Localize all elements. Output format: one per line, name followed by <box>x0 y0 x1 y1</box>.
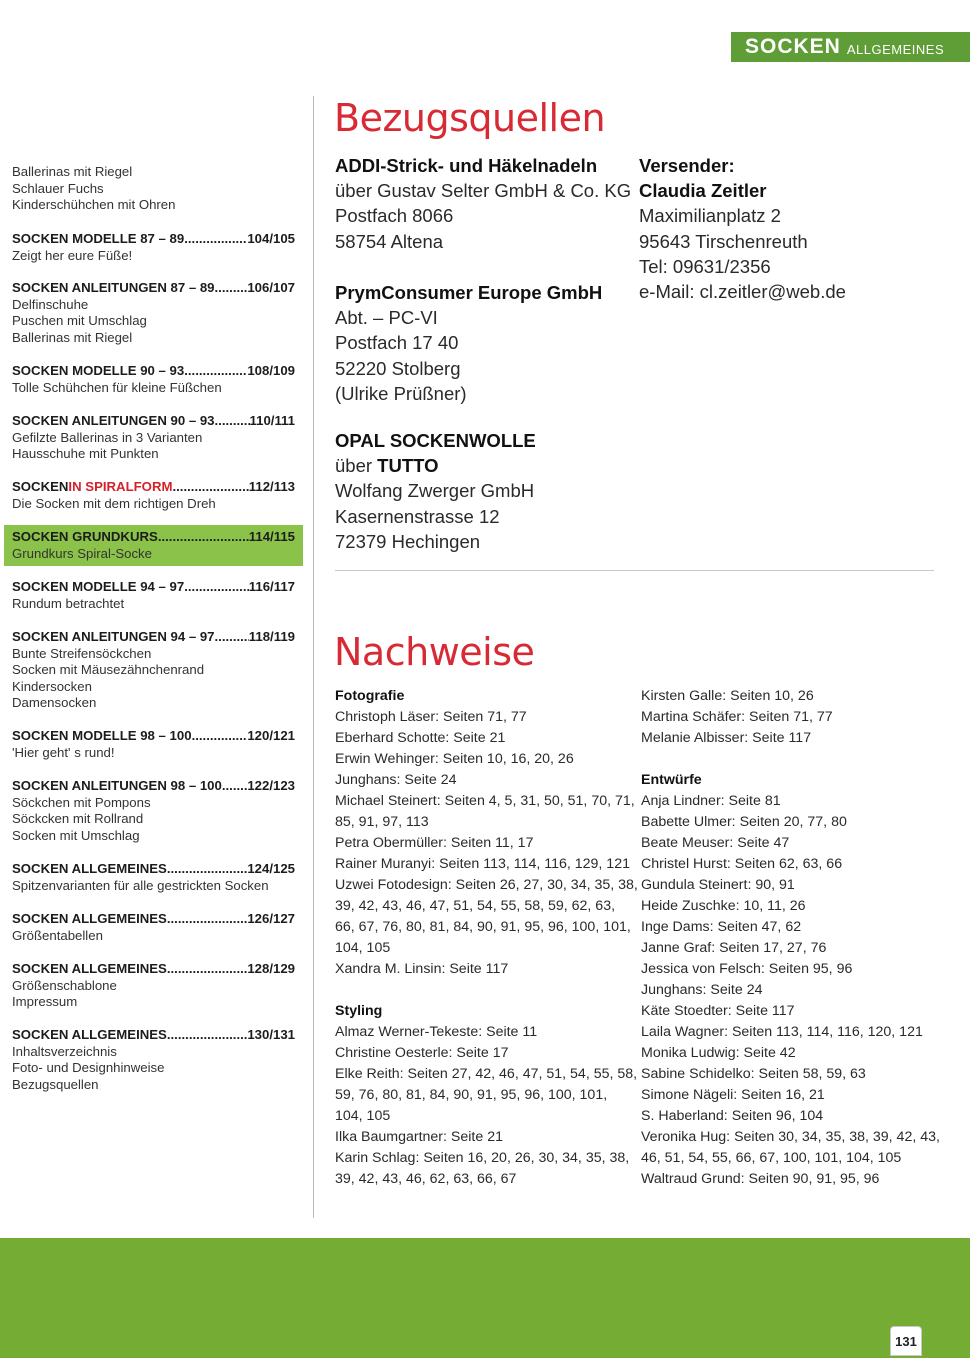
credit-line: 104, 105 <box>335 940 391 956</box>
entwuerfe-heading: Entwürfe <box>641 772 702 788</box>
toc-page: 116/117 <box>248 579 295 594</box>
toc-entry[interactable] <box>12 961 295 1011</box>
toc-entry[interactable] <box>12 778 295 844</box>
prym-line: 52220 Stolberg <box>335 357 461 379</box>
toc-dots <box>167 861 247 878</box>
toc-sub: Damensocken <box>12 695 97 711</box>
fotografie-heading: Fotografie <box>335 688 405 704</box>
credit-line: Junghans: Seite 24 <box>641 982 763 998</box>
toc-page: 112/113 <box>248 479 295 494</box>
column-divider <box>313 96 314 1218</box>
toc-entry[interactable] <box>12 413 295 463</box>
section-badge-main: SOCKEN <box>745 35 841 58</box>
toc-entry[interactable] <box>12 231 295 264</box>
toc-title: SOCKEN ANLEITUNGEN 87 – 89 <box>12 280 215 295</box>
toc-dots <box>215 280 248 297</box>
toc-entry[interactable] <box>12 861 295 894</box>
toc-sub: Grundkurs Spiral-Socke <box>12 545 152 561</box>
credit-line: Petra Obermüller: Seiten 11, 17 <box>335 835 534 851</box>
credit-line: Erwin Wehinger: Seiten 10, 16, 20, 26 <box>335 751 574 767</box>
toc-sub: Kindersocken <box>12 678 92 694</box>
credit-line: Inge Dams: Seiten 47, 62 <box>641 919 802 935</box>
toc-title: SOCKEN MODELLE 98 – 100 <box>12 728 192 743</box>
toc-page: 104/105 <box>247 231 295 246</box>
toc-title-red: IN SPIRALFORM <box>68 479 173 494</box>
opal-via: über <box>335 455 378 477</box>
toc-sub: Söckcken mit Rollrand <box>12 811 144 827</box>
toc-sub: Delfinschuhe <box>12 296 89 312</box>
addi-line: über Gustav Selter GmbH & Co. KG <box>335 180 632 202</box>
toc-entry[interactable] <box>12 479 295 512</box>
addi-address <box>335 153 631 254</box>
credit-line: Martina Schäfer: Seiten 71, 77 <box>641 709 833 725</box>
toc-entry[interactable] <box>12 911 295 944</box>
credit-line: Eberhard Schotte: Seite 21 <box>335 730 506 746</box>
credit-line: Christoph Läser: Seiten 71, 77 <box>335 709 527 725</box>
opal-line: Wolfang Zwerger GmbH <box>335 480 535 502</box>
toc-title: SOCKEN GRUNDKURS <box>12 529 158 544</box>
toc-sub: Hausschuhe mit Punkten <box>12 446 159 462</box>
toc-sub: Zeigt her eure Füße! <box>12 247 133 263</box>
toc-page: 106/107 <box>247 280 295 295</box>
credit-line: Laila Wagner: Seiten 113, 114, 116, 120, 121 <box>641 1024 923 1040</box>
toc-sub: Rundum betrachtet <box>12 595 125 611</box>
credit-line: Janne Graf: Seiten 17, 27, 76 <box>641 940 827 956</box>
toc-dots <box>167 961 247 978</box>
toc-entry[interactable] <box>12 728 295 761</box>
section-badge <box>731 32 970 62</box>
toc-sub: Inhaltsverzeichnis <box>12 1043 117 1059</box>
toc-title: SOCKEN ALLGEMEINES <box>12 961 167 976</box>
credit-line: Elke Reith: Seiten 27, 42, 46, 47, 51, 54, 55, 58, <box>335 1066 638 1082</box>
toc-dots <box>222 778 247 795</box>
credit-line: Christine Oesterle: Seite 17 <box>335 1045 509 1061</box>
toc-sub: Puschen mit Umschlag <box>12 313 147 329</box>
opal-line: 72379 Hechingen <box>335 530 481 552</box>
credit-line: 104, 105 <box>335 1108 391 1124</box>
section-divider <box>335 570 934 571</box>
versender-address <box>639 153 846 304</box>
credit-line: Anja Lindner: Seite 81 <box>641 793 781 809</box>
toc-sub: Foto- und Designhinweise <box>12 1060 165 1076</box>
toc-title: SOCKEN ALLGEMEINES <box>12 861 167 876</box>
toc-page: 110/111 <box>249 413 295 428</box>
toc-sub: Größenschablone <box>12 977 117 993</box>
credit-line: Käte Stoedter: Seite 117 <box>641 1003 795 1019</box>
toc-title: SOCKEN MODELLE 87 – 89 <box>12 231 185 246</box>
prym-address <box>335 280 602 406</box>
prym-line: (Ulrike Prüßner) <box>335 382 467 404</box>
toc-sub: Kinderschühchen mit Ohren <box>12 197 176 213</box>
credit-line: Monika Ludwig: Seite 42 <box>641 1045 796 1061</box>
toc-dots <box>172 479 248 496</box>
credit-line: 66, 67, 76, 80, 81, 84, 90, 91, 95, 96, 100, 101, <box>335 919 631 935</box>
prym-line: Abt. – PC-VI <box>335 307 438 329</box>
toc-dots <box>215 629 249 646</box>
styling-heading: Styling <box>335 1003 383 1019</box>
versender-line: Maximilianplatz 2 <box>639 205 781 227</box>
toc-sub: Bezugsquellen <box>12 1076 99 1092</box>
toc-sub: Spitzenvarianten für alle gestrickten Socken <box>12 877 269 893</box>
versender-label: Versender: <box>639 155 735 176</box>
bezugsquellen-title: Bezugsquellen <box>334 96 606 140</box>
versender-line: 95643 Tirschenreuth <box>639 230 808 252</box>
prym-line: Postfach 17 40 <box>335 332 459 354</box>
opal-address <box>335 428 536 554</box>
opal-via-bold: TUTTO <box>377 455 439 477</box>
page-number: 131 <box>890 1326 922 1356</box>
toc-dots <box>184 231 247 248</box>
toc-sub: Größentabellen <box>12 927 103 943</box>
credit-line: Kirsten Galle: Seiten 10, 26 <box>641 688 814 704</box>
toc-sub: Impressum <box>12 994 78 1010</box>
credit-line: Waltraud Grund: Seiten 90, 91, 95, 96 <box>641 1171 880 1187</box>
credit-line: Xandra M. Linsin: Seite 117 <box>335 961 509 977</box>
credit-line: 59, 76, 80, 81, 84, 90, 91, 95, 96, 100, 101, <box>335 1087 608 1103</box>
footer-band <box>0 1238 970 1358</box>
toc-title-black: SOCKEN <box>12 479 69 494</box>
toc-dots <box>184 363 247 380</box>
toc-title: SOCKEN ANLEITUNGEN 90 – 93 <box>12 413 215 428</box>
section-badge-sub: ALLGEMEINES <box>846 41 945 57</box>
toc-sub: Ballerinas mit Riegel <box>12 329 133 345</box>
credit-line: Heide Zuschke: 10, 11, 26 <box>641 898 806 914</box>
credit-line: Beate Meuser: Seite 47 <box>641 835 790 851</box>
toc-entry[interactable] <box>12 363 295 396</box>
toc-entry-current[interactable] <box>4 525 303 566</box>
credit-line: Christel Hurst: Seiten 62, 63, 66 <box>641 856 843 872</box>
toc-entry[interactable] <box>12 1027 295 1093</box>
credit-line: Almaz Werner-Tekeste: Seite 11 <box>335 1024 538 1040</box>
credit-line: Rainer Muranyi: Seiten 113, 114, 116, 129, 121 <box>335 856 630 872</box>
toc-sub: Schlauer Fuchs <box>12 180 104 196</box>
toc-page: 120/121 <box>247 728 295 743</box>
versender-name: Claudia Zeitler <box>639 180 767 202</box>
toc-entry[interactable] <box>12 164 295 214</box>
toc-dots <box>167 1027 247 1044</box>
opal-name: OPAL SOCKENWOLLE <box>335 430 536 451</box>
credit-line: 85, 91, 97, 113 <box>335 814 429 830</box>
credit-line: Ilka Baumgartner: Seite 21 <box>335 1129 503 1145</box>
credit-line: Uzwei Fotodesign: Seiten 26, 27, 30, 34, 35, 38, <box>335 877 638 893</box>
addi-line: 58754 Altena <box>335 230 444 252</box>
credit-line: Junghans: Seite 24 <box>335 772 457 788</box>
credit-line: Babette Ulmer: Seiten 20, 77, 80 <box>641 814 847 830</box>
toc-dots <box>192 728 248 745</box>
nachweise-title: Nachweise <box>334 630 535 674</box>
toc-dots <box>184 579 249 596</box>
toc-title: SOCKEN ANLEITUNGEN 98 – 100 <box>12 778 222 793</box>
versender-phone: Tel: 09631/2356 <box>639 255 771 277</box>
toc-sub: Söckchen mit Pompons <box>12 794 151 810</box>
credit-line: Sabine Schidelko: Seiten 58, 59, 63 <box>641 1066 866 1082</box>
toc-entry[interactable] <box>12 280 295 346</box>
toc-dots <box>215 413 250 430</box>
opal-line: Kasernenstrasse 12 <box>335 505 500 527</box>
toc-page: 114/115 <box>248 529 295 544</box>
toc-dots <box>158 529 249 546</box>
toc-sub: Bunte Streifensöckchen <box>12 645 152 661</box>
toc-sub: 'Hier geht' s rund! <box>12 744 115 760</box>
toc-title: SOCKEN ANLEITUNGEN 94 – 97 <box>12 629 215 644</box>
toc-title: SOCKEN ALLGEMEINES <box>12 911 167 926</box>
credit-line: Jessica von Felsch: Seiten 95, 96 <box>641 961 853 977</box>
toc-entry[interactable] <box>12 579 295 612</box>
versender-email[interactable]: e-Mail: cl.zeitler@web.de <box>639 281 846 303</box>
credit-line: Karin Schlag: Seiten 16, 20, 26, 30, 34, 35, 38, <box>335 1150 630 1166</box>
credit-line: 46, 51, 54, 55, 66, 67, 100, 101, 104, 105 <box>641 1150 902 1166</box>
toc-page: 128/129 <box>247 961 295 976</box>
toc-dots <box>167 911 247 928</box>
toc-entry[interactable] <box>12 629 295 712</box>
credits-left-column <box>335 686 638 1190</box>
credit-line: 39, 42, 43, 46, 62, 63, 66, 67 <box>335 1171 517 1187</box>
toc-sub: Ballerinas mit Riegel <box>12 164 133 179</box>
credit-line: Melanie Albisser: Seite 117 <box>641 730 812 746</box>
toc-page: 124/125 <box>247 861 295 876</box>
toc-page: 122/123 <box>247 778 295 793</box>
credit-line: S. Haberland: Seiten 96, 104 <box>641 1108 824 1124</box>
prym-name: PrymConsumer Europe GmbH <box>335 282 603 303</box>
toc-page: 108/109 <box>247 363 295 378</box>
credit-line: Michael Steinert: Seiten 4, 5, 31, 50, 51, 70, 71, <box>335 793 635 809</box>
addi-name: ADDI-Strick- und Häkelnadeln <box>335 155 598 176</box>
toc-title: SOCKEN MODELLE 90 – 93 <box>12 363 185 378</box>
toc-title: SOCKEN MODELLE 94 – 97 <box>12 579 185 594</box>
toc-page: 130/131 <box>247 1027 295 1042</box>
toc-sub: Gefilzte Ballerinas in 3 Varianten <box>12 429 203 445</box>
toc-sub: Socken mit Umschlag <box>12 827 140 843</box>
toc-title: SOCKEN ALLGEMEINES <box>12 1027 167 1042</box>
toc-page: 118/119 <box>248 629 295 644</box>
toc-page: 126/127 <box>247 911 295 926</box>
credit-line: 39, 42, 43, 46, 47, 51, 54, 55, 58, 59, 62, 63, <box>335 898 616 914</box>
toc-sub: Tolle Schühchen für kleine Füßchen <box>12 379 222 395</box>
credit-line: Gundula Steinert: 90, 91 <box>641 877 795 893</box>
toc-sub: Die Socken mit dem richtigen Dreh <box>12 495 216 511</box>
addi-line: Postfach 8066 <box>335 205 454 227</box>
credit-line: Simone Nägeli: Seiten 16, 21 <box>641 1087 825 1103</box>
credits-right-column <box>641 686 940 1190</box>
credit-line: Veronika Hug: Seiten 30, 34, 35, 38, 39, 42, 43, <box>641 1129 940 1145</box>
toc-sub: Socken mit Mäusezähnchenrand <box>12 662 205 678</box>
